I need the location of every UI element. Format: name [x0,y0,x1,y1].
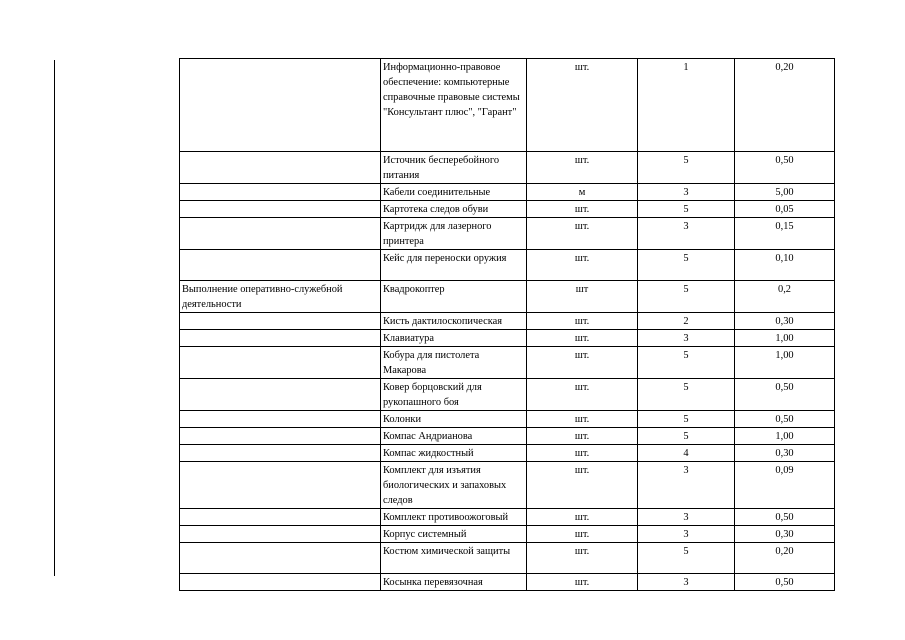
quantity-cell: 5 [638,250,735,281]
item-name-cell: Кейс для переноски оружия [381,250,527,281]
item-name-cell: Комплект противоожоговый [381,509,527,526]
table-row [180,428,835,445]
unit-cell: шт. [527,526,638,543]
value-cell: 0,50 [735,411,835,428]
table-row [180,250,835,281]
table-row [180,218,835,250]
value-cell: 0,50 [735,379,835,411]
unit-cell: шт. [527,152,638,184]
value-cell: 5,00 [735,184,835,201]
table-row [180,347,835,379]
category-cell [180,184,381,201]
table-row [180,543,835,574]
category-cell [180,509,381,526]
category-cell [180,526,381,543]
quantity-cell: 3 [638,574,735,591]
unit-cell: шт. [527,218,638,250]
value-cell: 0,09 [735,462,835,509]
unit-cell: шт. [527,59,638,152]
unit-cell: шт. [527,379,638,411]
category-cell: Выполнение оперативно-служебной деятельности [180,281,381,313]
value-cell: 0,20 [735,543,835,574]
value-cell: 0,2 [735,281,835,313]
category-cell [180,152,381,184]
table-row [180,152,835,184]
category-cell [180,411,381,428]
category-cell [180,428,381,445]
quantity-cell: 5 [638,152,735,184]
quantity-cell: 5 [638,428,735,445]
unit-cell: шт. [527,330,638,347]
category-cell [180,347,381,379]
item-name-cell: Картотека следов обуви [381,201,527,218]
quantity-cell: 3 [638,509,735,526]
unit-cell: шт. [527,462,638,509]
value-cell: 1,00 [735,428,835,445]
value-cell: 0,10 [735,250,835,281]
unit-cell: шт. [527,201,638,218]
table-row [180,201,835,218]
table-row [180,462,835,509]
item-name-cell: Источник бесперебойного питания [381,152,527,184]
item-name-cell: Картридж для лазерного принтера [381,218,527,250]
unit-cell: шт. [527,509,638,526]
quantity-cell: 3 [638,330,735,347]
quantity-cell: 3 [638,218,735,250]
quantity-cell: 5 [638,379,735,411]
quantity-cell: 4 [638,445,735,462]
quantity-cell: 3 [638,462,735,509]
category-cell [180,462,381,509]
unit-cell: шт. [527,428,638,445]
equipment-table [179,58,835,591]
item-name-cell: Клавиатура [381,330,527,347]
value-cell: 0,50 [735,509,835,526]
quantity-cell: 2 [638,313,735,330]
table-row [180,574,835,591]
table-row [180,281,835,313]
unit-cell: шт. [527,313,638,330]
quantity-cell: 1 [638,59,735,152]
table-row [180,379,835,411]
item-name-cell: Квадрокоптер [381,281,527,313]
category-cell [180,543,381,574]
item-name-cell: Колонки [381,411,527,428]
value-cell: 0,30 [735,313,835,330]
value-cell: 0,05 [735,201,835,218]
unit-cell: м [527,184,638,201]
quantity-cell: 5 [638,411,735,428]
unit-cell: шт. [527,250,638,281]
category-cell [180,201,381,218]
unit-cell: шт. [527,445,638,462]
quantity-cell: 5 [638,201,735,218]
value-cell: 1,00 [735,347,835,379]
category-cell [180,330,381,347]
value-cell: 0,30 [735,526,835,543]
table-row [180,313,835,330]
table-row [180,445,835,462]
category-cell [180,250,381,281]
item-name-cell: Кабели соединительные [381,184,527,201]
table-row [180,59,835,152]
table-row [180,184,835,201]
category-cell [180,313,381,330]
item-name-cell: Кисть дактилоскопическая [381,313,527,330]
unit-cell: шт. [527,574,638,591]
item-name-cell: Корпус системный [381,526,527,543]
item-name-cell: Компас жидкостный [381,445,527,462]
unit-cell: шт. [527,543,638,574]
item-name-cell: Костюм химической защиты [381,543,527,574]
quantity-cell: 5 [638,281,735,313]
category-cell [180,379,381,411]
item-name-cell: Информационно-правовое обеспечение: компьютерные справочные правовые системы "Консультант плюс", "Гарант" [381,59,527,152]
value-cell: 0,50 [735,152,835,184]
quantity-cell: 3 [638,526,735,543]
item-name-cell: Косынка перевязочная [381,574,527,591]
value-cell: 0,30 [735,445,835,462]
unit-cell: шт [527,281,638,313]
page-margin-line [54,60,55,576]
value-cell: 0,15 [735,218,835,250]
quantity-cell: 5 [638,543,735,574]
table-row [180,330,835,347]
item-name-cell: Компас Андрианова [381,428,527,445]
value-cell: 1,00 [735,330,835,347]
table-row [180,411,835,428]
table-row [180,526,835,543]
item-name-cell: Кобура для пистолета Макарова [381,347,527,379]
item-name-cell: Комплект для изъятия биологических и запаховых следов [381,462,527,509]
item-name-cell: Ковер борцовский для рукопашного боя [381,379,527,411]
table-row [180,509,835,526]
unit-cell: шт. [527,347,638,379]
quantity-cell: 3 [638,184,735,201]
category-cell [180,218,381,250]
category-cell [180,574,381,591]
category-cell [180,59,381,152]
unit-cell: шт. [527,411,638,428]
value-cell: 0,20 [735,59,835,152]
value-cell: 0,50 [735,574,835,591]
quantity-cell: 5 [638,347,735,379]
category-cell [180,445,381,462]
